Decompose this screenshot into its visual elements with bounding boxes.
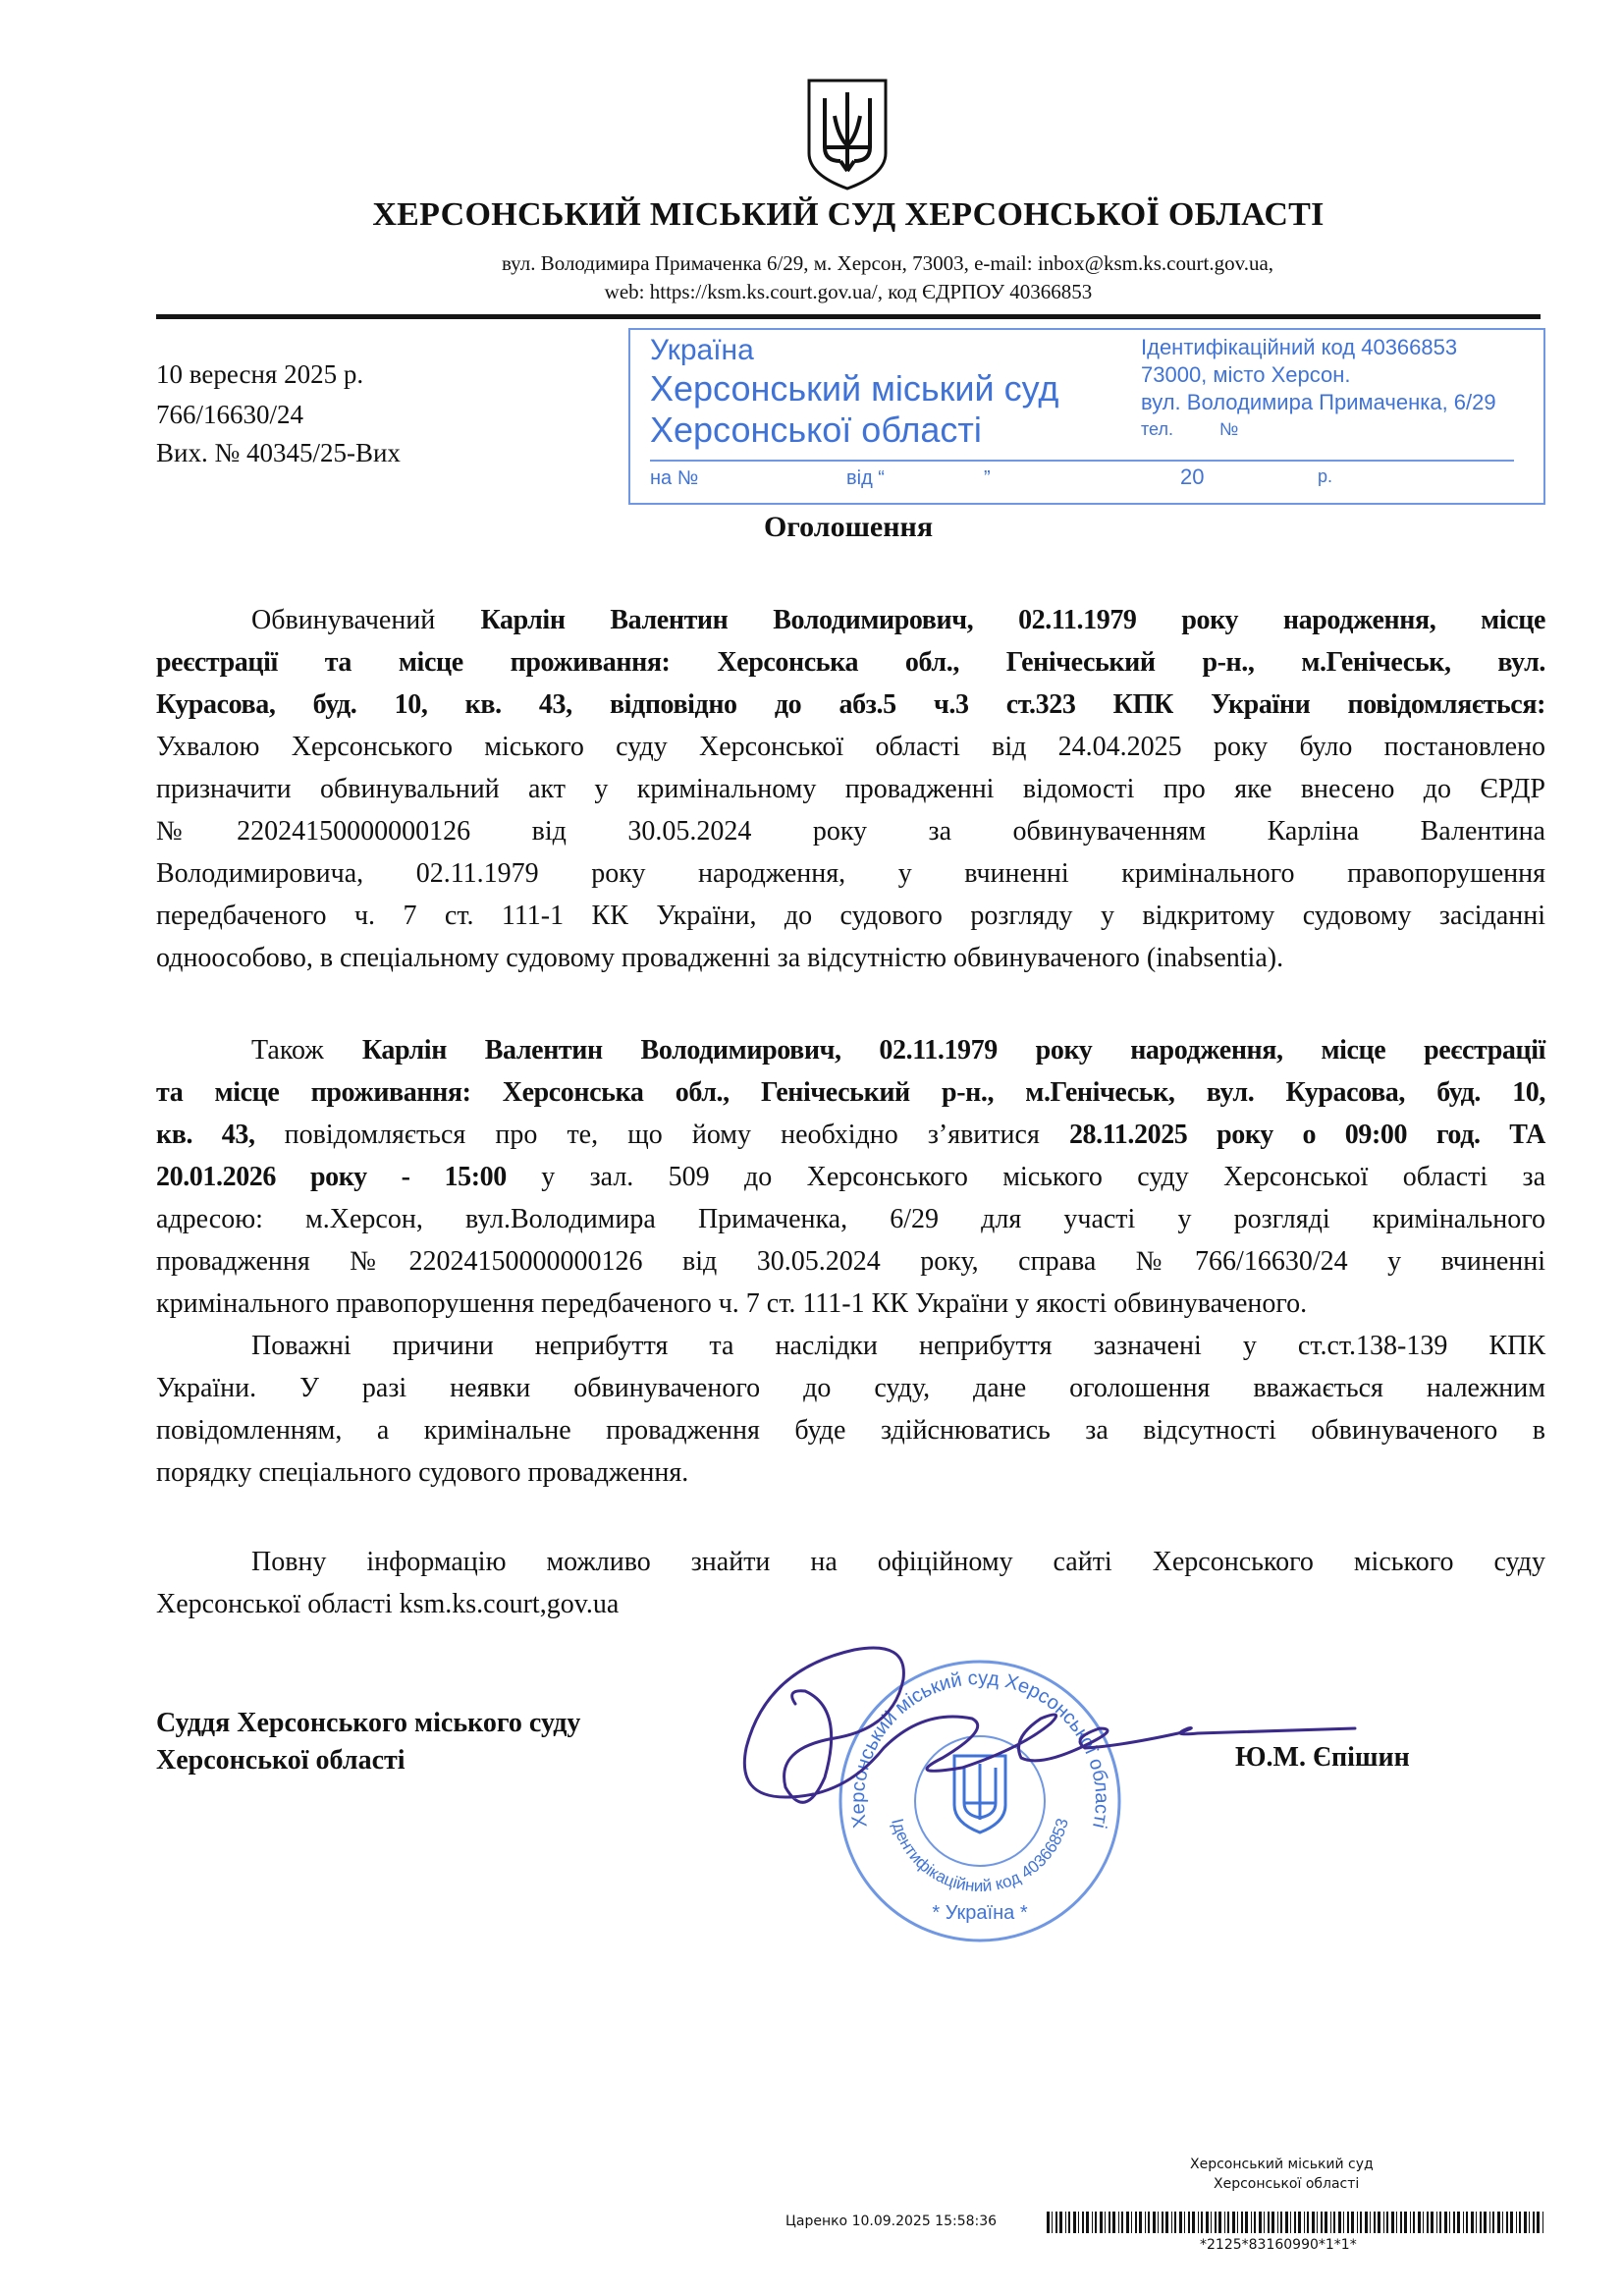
barcode-bar [1165,2212,1168,2233]
barcode-bar [1396,2212,1397,2233]
judge-position-line: Херсонської області [156,1745,406,1776]
stamp-year: 20 [1180,465,1205,489]
barcode-bar [1476,2212,1477,2233]
outgoing-number: Вих. № 40345/25-Вих [156,438,401,467]
text: Поважні причини неприбуття та наслідки неприбуття зазначені у ст.ст.138-139 КПК [251,1331,1545,1361]
barcode-bar [1383,2212,1384,2233]
text-line [156,1240,1545,1283]
barcode-bar [1484,2212,1487,2233]
text-line [156,768,1545,810]
text: кримінального правопорушення передбаченого ч. 7 ст. 111-1 КК України у якості обвинуваченого. [156,1288,1308,1319]
barcode-bar [1232,2212,1235,2233]
seal-outer-text: Херсонський міський суд Херсонської області [846,1667,1113,1831]
barcode-bar [1109,2212,1110,2233]
barcode-bar [1453,2212,1455,2233]
bold-text: кв. 43, [156,1120,255,1150]
barcode-bar [1510,2212,1513,2233]
barcode-bar [1179,2212,1182,2233]
bold-text: Карлін Валентин Володимирович, 02.11.1979 року народження, місце реєстрації [361,1035,1545,1066]
barcode-bar [1218,2212,1221,2233]
barcode-bar [1533,2212,1535,2233]
barcode-bar [1268,2212,1270,2233]
text: Ухвалою Херсонського міського суду Херсонської області від 24.04.2025 року було постановлено [156,732,1545,762]
barcode-bar [1277,2212,1278,2233]
barcode-bar [1245,2212,1248,2233]
text-line [156,599,1545,641]
paragraph [156,1541,1545,1625]
seal-bottom-text: * Україна * [932,1902,1028,1924]
barcode-bar [1370,2212,1371,2233]
barcode-bar [1333,2212,1335,2233]
barcode-bar [1055,2212,1057,2233]
text: Обвинувачений [251,605,481,635]
barcode-bar [1073,2212,1076,2233]
barcode-bar [1360,2212,1362,2233]
text: Володимировича, 02.11.1979 року народження, у вчиненні кримінального правопорушення [156,858,1545,889]
barcode-bar [1135,2212,1137,2233]
stamp-quote: ” [984,467,991,489]
text-line [156,1114,1545,1156]
barcode-bar [1524,2212,1527,2233]
text-line [156,683,1545,726]
text: України. У разі неявки обвинуваченого до суду, дане оголошення вважається належним [156,1373,1545,1403]
barcode-bar [1502,2212,1503,2233]
barcode-bar [1386,2212,1388,2233]
barcode-bar [1457,2212,1460,2233]
text-line [156,1071,1545,1114]
barcode-bar [1095,2212,1097,2233]
barcode-bar [1404,2212,1407,2233]
barcode-bar [1227,2212,1229,2233]
text-line [156,852,1545,895]
barcode-bar [1153,2212,1156,2233]
barcode-bar [1439,2212,1441,2233]
text: Херсонської області ksm.ks.court,gov.ua [156,1589,620,1619]
judge-position-line: Суддя Херсонського міського суду [156,1708,581,1738]
document-date: 10 вересня 2025 р. [156,359,364,389]
barcode-bar [1078,2212,1079,2233]
barcode-bar [1492,2212,1494,2233]
barcode-bar [1449,2212,1450,2233]
barcode-bar [1198,2212,1199,2233]
text: повідомленням, а кримінальне провадження буде здійснюватись за відсутності обвинуваченого в [156,1415,1545,1446]
barcode-bar [1304,2212,1305,2233]
barcode-bar [1542,2212,1543,2233]
text-line [156,641,1545,683]
barcode-bar [1188,2212,1190,2233]
text-line [156,1451,1545,1494]
paragraph [156,1029,1545,1325]
barcode-bar [1463,2212,1464,2233]
bold-text: та місце проживання: Херсонська обл., Генічеський р-н., м.Генічеськ, вул. Курасова, буд. 10, [156,1077,1545,1108]
footer-org: Херсонської області [1214,2176,1360,2192]
barcode-bar [1378,2212,1380,2233]
text: одноособово, в спеціальному судовому провадженні за відсутністю обвинуваченого (inabsentia). [156,943,1284,973]
barcode-bar [1351,2212,1354,2233]
text: №22024150000000126 від 30.05.2024 року за обвинуваченням Карліна Валентина [156,816,1545,847]
barcode-bar [1413,2212,1415,2233]
bold-text: 20.01.2026 року - 15:00 [156,1162,507,1192]
bold-text: Курасова, буд. 10, кв. 43, відповідно до абз.5 ч.3 ст.323 КПК України повідомляється: [156,689,1545,720]
text-line [156,1029,1545,1071]
barcode-bar [1307,2212,1309,2233]
barcode-bar [1537,2212,1540,2233]
text-line [156,1541,1545,1583]
barcode-bar [1145,2212,1146,2233]
court-web: web: https://ksm.ks.court.gov.ua/, код ЄДРПОУ 40366853 [604,280,1093,303]
text: Повну інформацію можливо знайти на офіційному сайті Херсонського міського суду [251,1547,1545,1577]
text-line [156,895,1545,937]
barcode-bar [1211,2212,1212,2233]
barcode-bar [1506,2212,1508,2233]
trident-emblem-icon [805,77,890,192]
stamp-line: 73000, місто Херсон. [1141,362,1351,387]
text-line [156,1409,1545,1451]
barcode-bar [1374,2212,1376,2233]
text-line [156,1583,1545,1625]
stamp-line: Херсонської області [650,410,982,450]
stamp-no: № [1219,419,1239,439]
text-line [156,726,1545,768]
barcode-bar [1184,2212,1185,2233]
text: призначити обвинувальний акт у кримінальному провадженні відомості про яке внесено до ЄРДР [156,774,1545,804]
barcode-bar [1471,2212,1474,2233]
barcode-bar [1466,2212,1468,2233]
barcode-bar [1118,2212,1119,2233]
barcode-bar [1237,2212,1238,2233]
barcode-bar [1317,2212,1318,2233]
barcode-bar [1092,2212,1093,2233]
text: передбаченого ч. 7 ст. 111-1 КК України, до судового розгляду у відкритому судовому засіданні [156,901,1545,931]
paragraph [156,599,1545,979]
barcode-bar [1400,2212,1402,2233]
header-divider [156,314,1541,319]
barcode-bar [1410,2212,1411,2233]
svg-text:Ідентифікаційний код 40366853 [888,1817,1072,1895]
barcode-bar [1112,2212,1115,2233]
barcode-bar [1497,2212,1500,2233]
barcode-bar [1086,2212,1089,2233]
barcode-bar [1174,2212,1176,2233]
barcode [1047,2212,1547,2233]
text-line [156,810,1545,852]
barcode-bar [1312,2212,1315,2233]
stamp-line: вул. Володимира Примаченка, 6/29 [1141,390,1496,414]
barcode-bar [1251,2212,1252,2233]
stamp-line: тел. [1141,419,1173,439]
barcode-bar [1321,2212,1323,2233]
barcode-bar [1343,2212,1344,2233]
bold-text: 28.11.2025 року о 09:00 год. ТА [1068,1120,1545,1150]
barcode-bar [1357,2212,1358,2233]
barcode-bar [1201,2212,1203,2233]
text-line [156,1156,1545,1198]
barcode-bar [1427,2212,1429,2233]
case-number: 766/16630/24 [156,400,304,429]
barcode-bar [1489,2212,1490,2233]
text: повідомляється про те, що йому необхідно з’явитися [254,1120,1069,1150]
barcode-bar [1259,2212,1262,2233]
barcode-bar [1171,2212,1172,2233]
document-heading: Оголошення [763,511,934,543]
judge-position [156,1705,580,1779]
stamp-line: Херсонський міський суд [650,368,1059,409]
barcode-bar [1516,2212,1517,2233]
text: порядку спеціального судового провадження. [156,1457,689,1488]
barcode-bar [1148,2212,1150,2233]
barcode-bar [1271,2212,1274,2233]
barcode-bar [1192,2212,1195,2233]
barcode-bar [1206,2212,1209,2233]
text: у зал. 509 до Херсонського міського суду Херсонської області за [506,1162,1545,1192]
stamp-line: Україна [650,334,754,366]
barcode-bar [1365,2212,1368,2233]
barcode-bar [1338,2212,1341,2233]
bold-text: Карлін Валентин Володимирович, 02.11.1979 року народження, місце [480,605,1545,635]
seal-inner-text: Ідентифікаційний код 40366853 [888,1816,1072,1896]
paragraph [156,1325,1545,1494]
barcode-bar [1290,2212,1291,2233]
barcode-bar [1280,2212,1282,2233]
barcode-bar [1105,2212,1106,2233]
barcode-bar [1224,2212,1225,2233]
barcode-bar [1139,2212,1142,2233]
bold-text: реєстрації та місце проживання: Херсонська обл., Генічеський р-н., м.Генічеськ, вул. [156,647,1545,678]
barcode-bar [1047,2212,1050,2233]
barcode-bar [1131,2212,1132,2233]
text: адресою: м.Херсон, вул.Володимира Примаченка, 6/29 для участі у розгляді кримінального [156,1204,1545,1234]
barcode-bar [1480,2212,1482,2233]
text-line [156,937,1545,979]
barcode-bar [1325,2212,1327,2233]
barcode-bar [1059,2212,1062,2233]
barcode-bar [1082,2212,1084,2233]
barcode-bar [1065,2212,1066,2233]
barcode-bar [1052,2212,1053,2233]
registration-stamp [628,328,1545,505]
handwritten-signature [727,1630,1414,1827]
barcode-bar [1215,2212,1217,2233]
barcode-bar [1423,2212,1424,2233]
barcode-bar [1347,2212,1349,2233]
barcode-bar [1391,2212,1394,2233]
stamp-ref: на № [650,467,699,489]
text-line [156,1367,1545,1409]
stamp-from: від “ [846,467,885,489]
stamp-line: Ідентифікаційний код 40366853 [1141,335,1458,359]
barcode-bar [1529,2212,1530,2233]
barcode-bar [1121,2212,1123,2233]
barcode-bar [1431,2212,1434,2233]
barcode-bar [1330,2212,1331,2233]
court-address: вул. Володимира Примаченка 6/29, м. Херсон, 73003, e-mail: inbox@ksm.ks.court.gov.ua, [501,251,1274,275]
barcode-bar [1418,2212,1421,2233]
text-line [156,1198,1545,1240]
barcode-bar [1298,2212,1301,2233]
barcode-bar [1068,2212,1070,2233]
judge-name: Ю.М. Єпішин [1235,1742,1410,1773]
barcode-bar [1264,2212,1265,2233]
barcode-bar [1436,2212,1437,2233]
text: Також [251,1035,362,1066]
text: провадження №22024150000000126 від 30.05.2024 року, справа №766/16630/24 у вчиненні [156,1246,1545,1277]
barcode-bar [1241,2212,1243,2233]
text-line [156,1283,1545,1325]
stamp-year-suffix: р. [1318,466,1333,486]
barcode-bar [1444,2212,1447,2233]
barcode-bar [1519,2212,1521,2233]
barcode-bar [1162,2212,1163,2233]
barcode-bar [1294,2212,1296,2233]
barcode-bar [1126,2212,1129,2233]
text-line [156,1325,1545,1367]
barcode-bar [1100,2212,1103,2233]
footer-org: Херсонський міський суд [1190,2157,1374,2172]
barcode-bar [1254,2212,1256,2233]
court-name: ХЕРСОНСЬКИЙ МІСЬКИЙ СУД ХЕРСОНСЬКОЇ ОБЛАСТІ [372,196,1325,233]
footer-registrar: Царенко 10.09.2025 15:58:36 [785,2214,998,2229]
barcode-bar [1285,2212,1288,2233]
barcode-bar [1158,2212,1159,2233]
barcode-text: *2125*83160990*1*1* [1200,2237,1357,2253]
